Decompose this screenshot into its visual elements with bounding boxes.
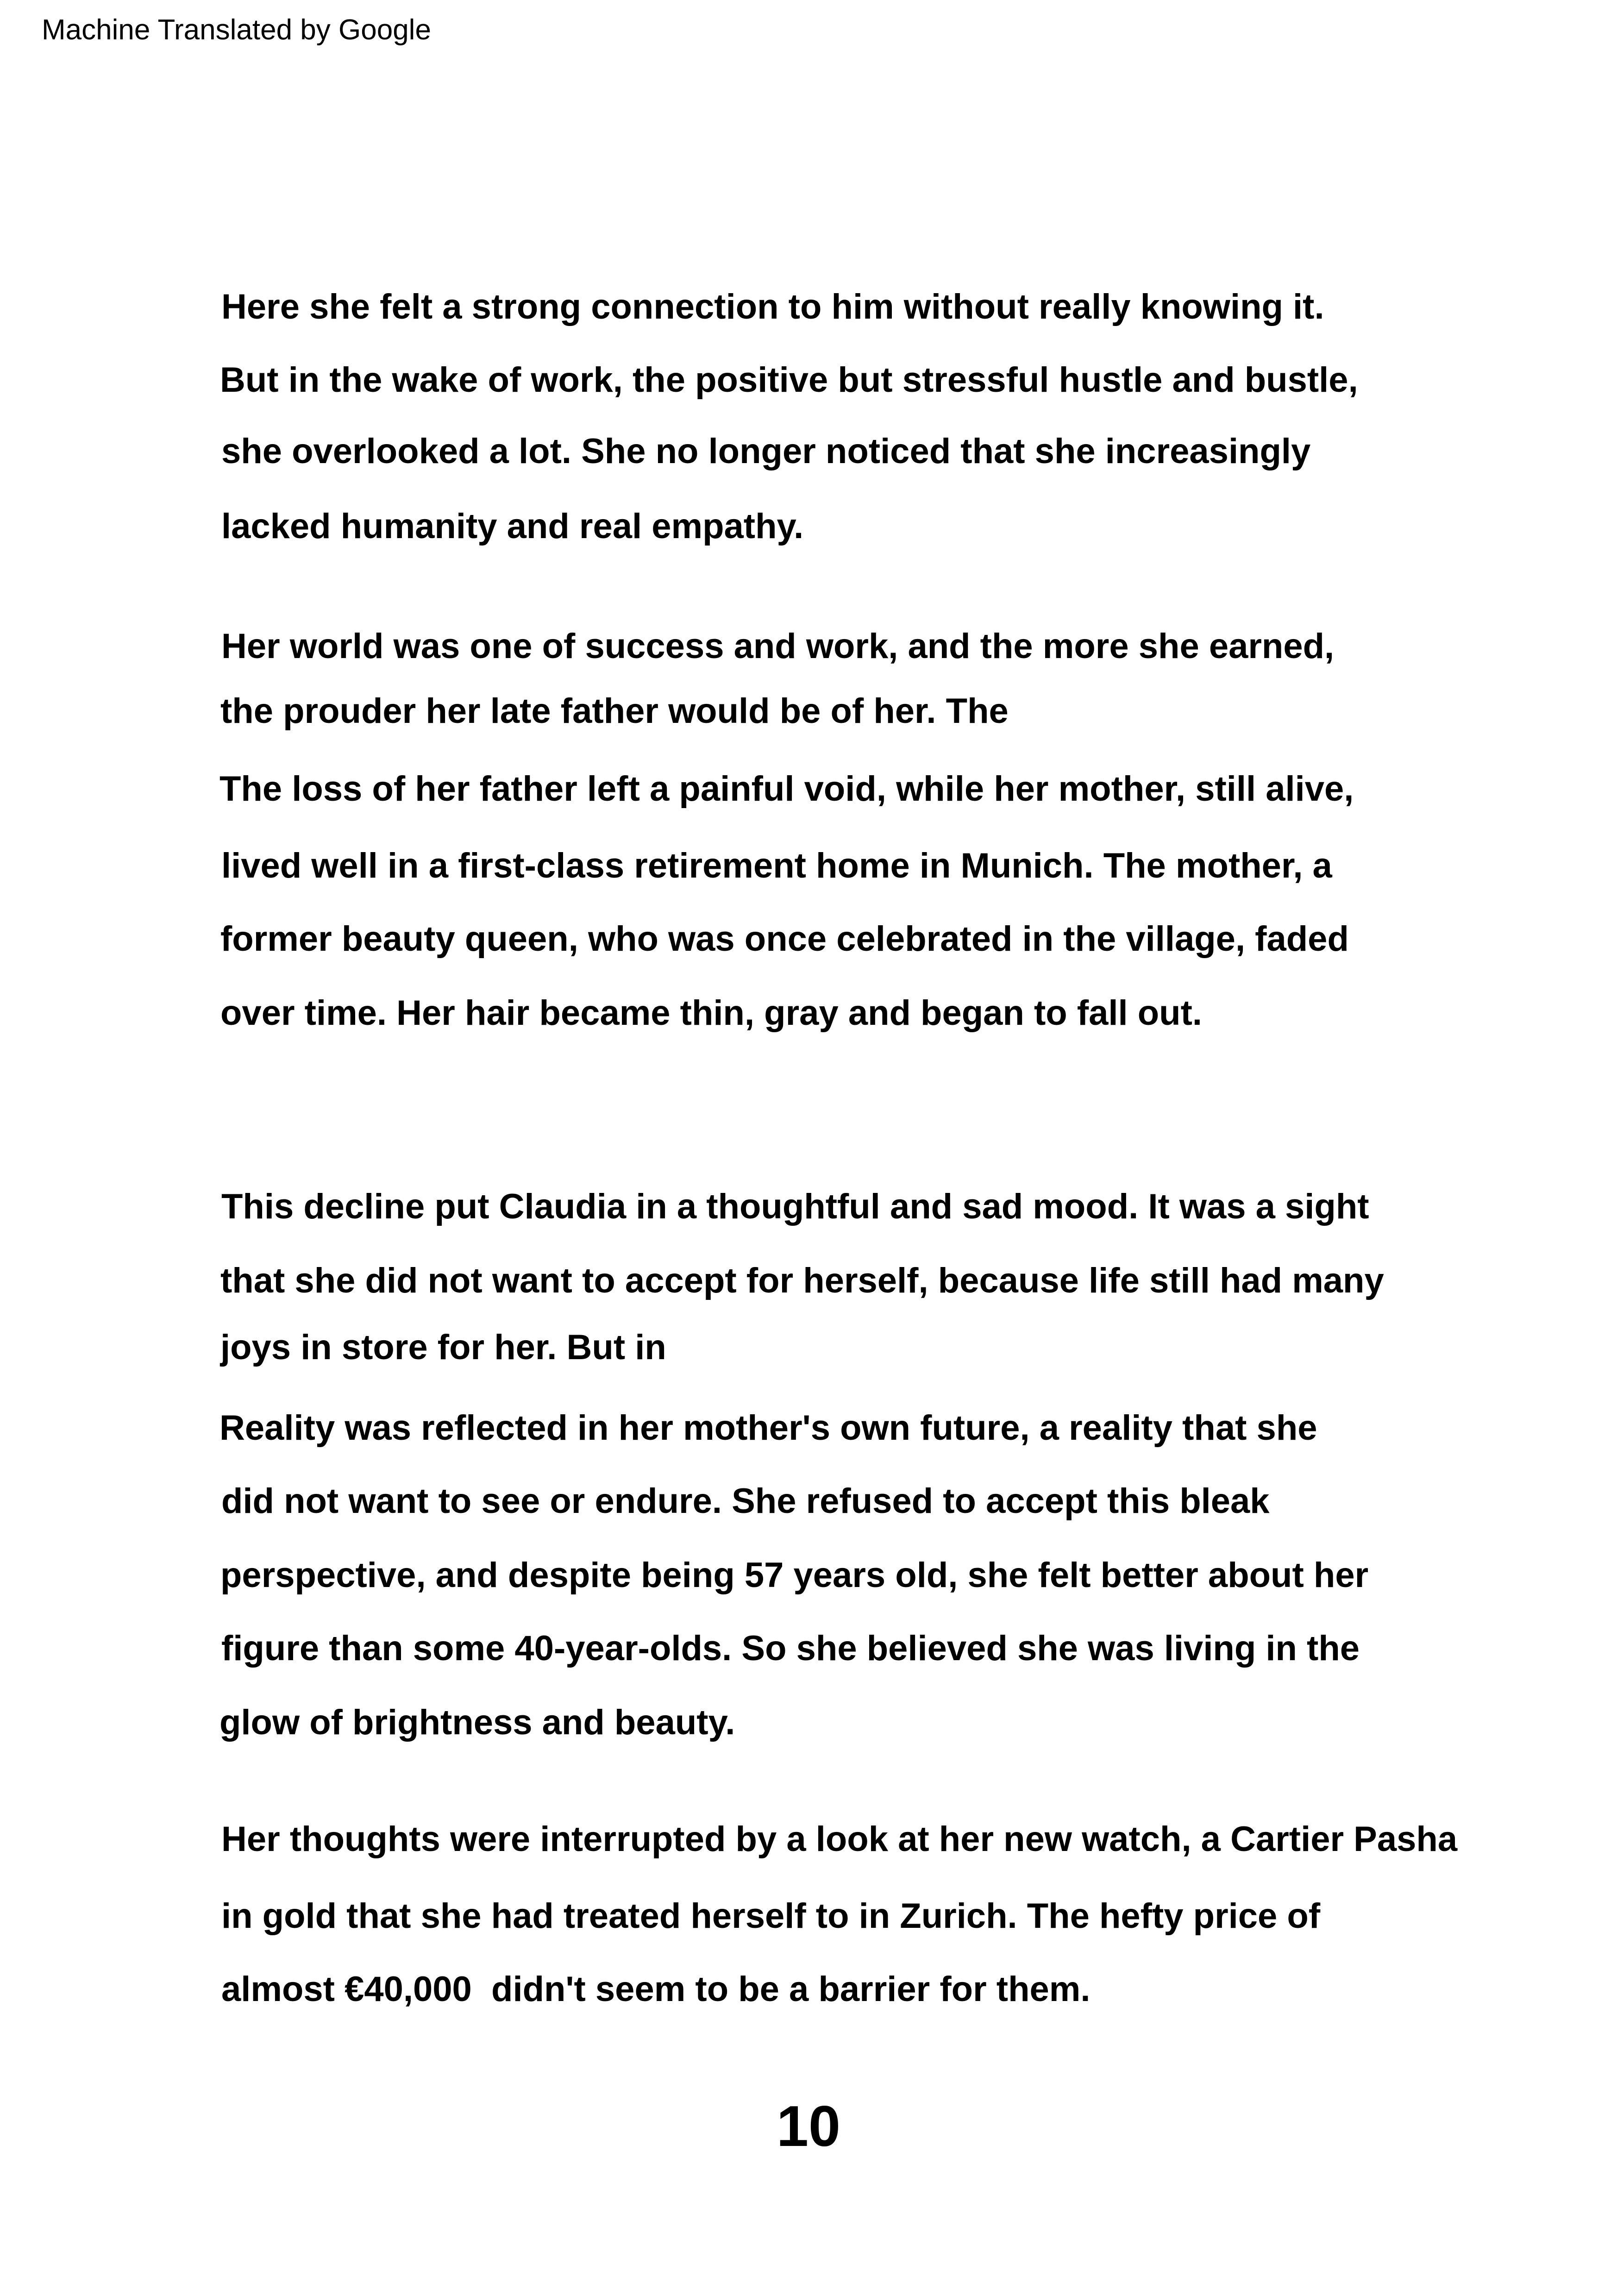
text-line: Her thoughts were interrupted by a look at her new watch, a Cartier Pasha	[221, 1819, 1458, 1859]
text-line: over time. Her hair became thin, gray and began to fall out.	[220, 993, 1203, 1033]
text-line: But in the wake of work, the positive but stressful hustle and bustle,	[220, 360, 1358, 400]
text-line: in gold that she had treated herself to in Zurich. The hefty price of	[221, 1896, 1321, 1936]
text-line: that she did not want to accept for herself, because life still had many	[220, 1261, 1384, 1300]
text-line: glow of brightness and beauty.	[219, 1703, 735, 1742]
text-line: lived well in a first-class retirement home in Munich. The mother, a	[221, 846, 1332, 885]
text-line: figure than some 40-year-olds. So she believed she was living in the	[221, 1629, 1360, 1668]
text-line: This decline put Claudia in a thoughtful and sad mood. It was a sight	[221, 1187, 1369, 1226]
text-line: she overlooked a lot. She no longer noticed that she increasingly	[221, 432, 1311, 471]
text-line: former beauty queen, who was once celebrated in the village, faded	[220, 919, 1349, 959]
text-line: lacked humanity and real empathy.	[221, 507, 804, 546]
translation-note: Machine Translated by Google	[42, 14, 431, 46]
page-number: 10	[777, 2095, 840, 2158]
text-line: did not want to see or endure. She refused to accept this bleak	[221, 1481, 1270, 1521]
text-line: the prouder her late father would be of her. The	[220, 691, 1009, 731]
text-line: Reality was reflected in her mother's own future, a reality that she	[219, 1408, 1317, 1448]
text-line: Here she felt a strong connection to him without really knowing it.	[221, 287, 1324, 326]
text-line: Her world was one of success and work, and the more she earned,	[221, 627, 1335, 666]
text-line: almost €40,000 didn't seem to be a barrier for them.	[221, 1970, 1091, 2009]
text-line: The loss of her father left a painful void, while her mother, still alive,	[219, 769, 1354, 809]
text-line: perspective, and despite being 57 years old, she felt better about her	[220, 1556, 1369, 1595]
text-line: joys in store for her. But in	[220, 1328, 666, 1367]
